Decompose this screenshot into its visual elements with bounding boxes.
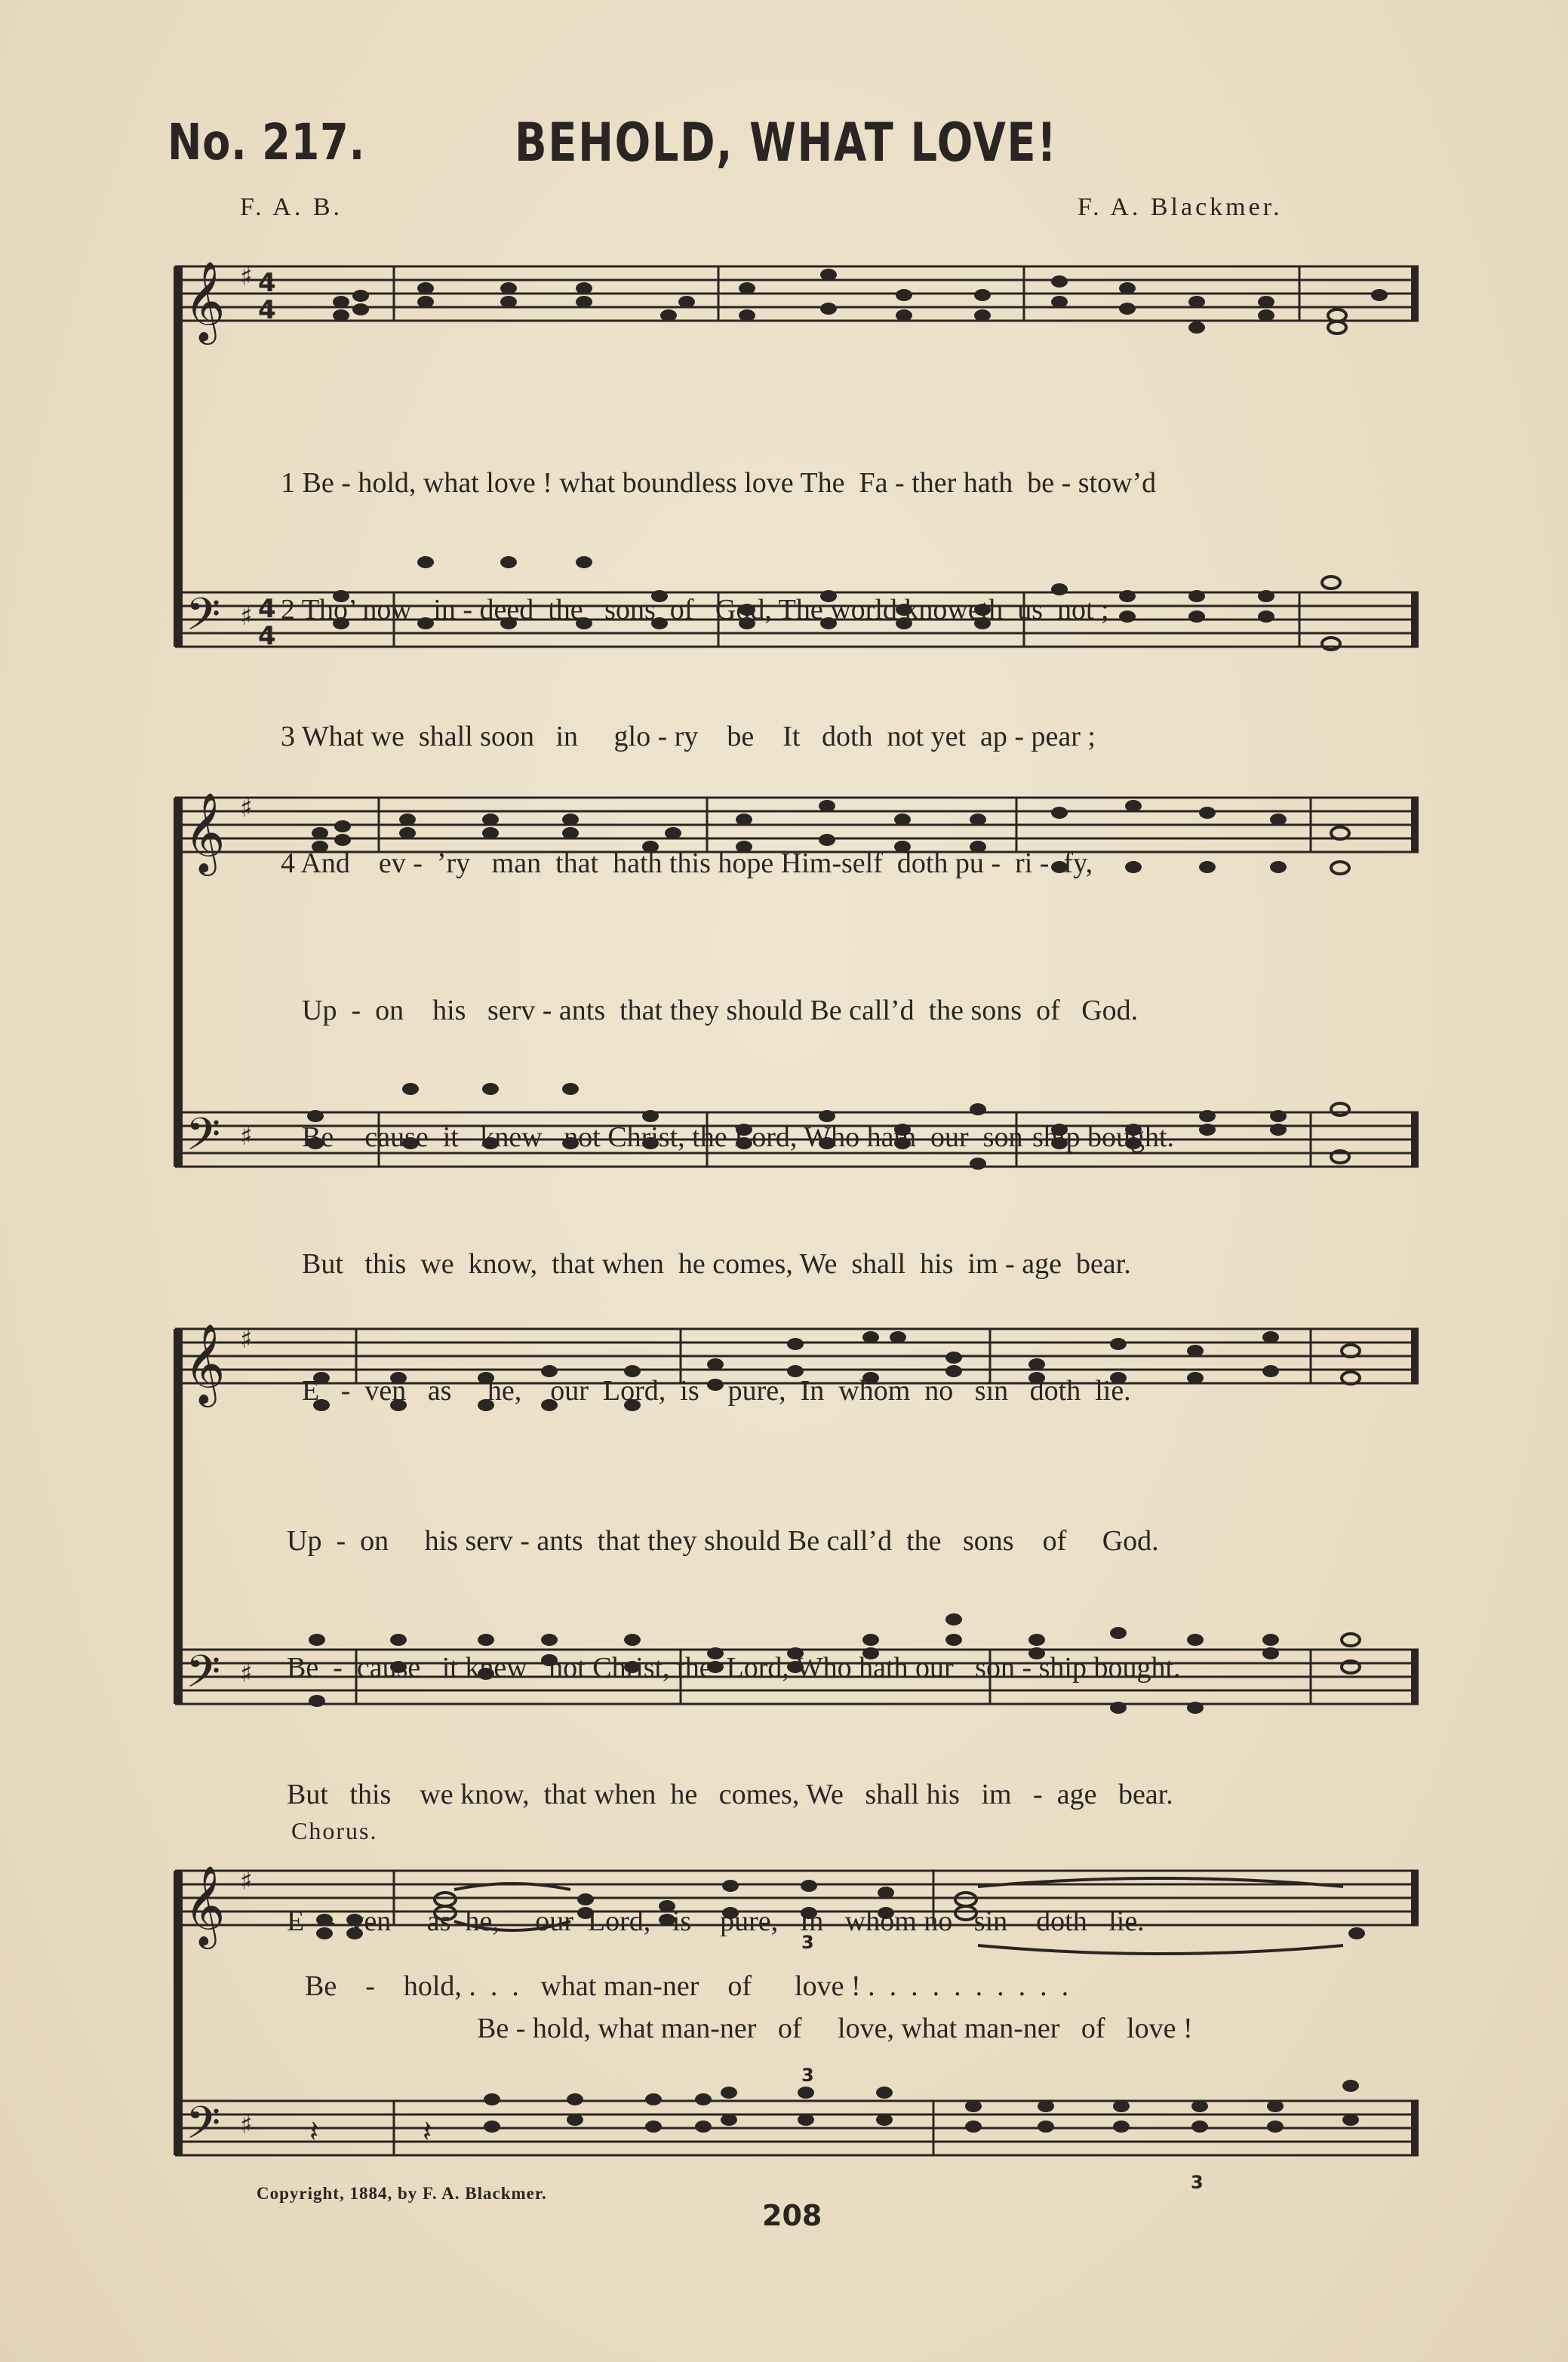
- quarter-rest-icon: 𝄽: [423, 2114, 432, 2149]
- verse-2-line-2: Be - cause it knew not Christ, the Lord, Who hath our son-ship bought.: [302, 1121, 1175, 1153]
- bass-clef-icon: 𝄢: [186, 2096, 221, 2160]
- time-signatures: [258, 268, 276, 651]
- sharp-icon: ♯: [240, 793, 253, 823]
- sharp-icon: ♯: [240, 1121, 253, 1152]
- page-number: 208: [762, 2199, 822, 2232]
- lyrics-block-line-2: [302, 905, 1174, 1454]
- treble-clef-icon: 𝄞: [184, 260, 226, 341]
- bass-clef-icon: 𝄢: [186, 588, 221, 651]
- system-4-bass-staff: [175, 2101, 1419, 2155]
- quarter-rest-icon: 𝄽: [309, 2114, 319, 2149]
- time-sig-top: 4: [258, 268, 276, 298]
- bass-clef-icon: 𝄢: [186, 1645, 221, 1708]
- hymn-number: No. 217.: [168, 113, 365, 171]
- verse-1-line-1: 1 Be - hold, what love ! what boundless love The Fa - ther hath be - stow’d: [281, 467, 1157, 499]
- verse-3-line-1: 3 What we shall soon in glo - ry be It doth not yet ap - pear ;: [281, 721, 1096, 752]
- verse-2-line-1: 2 Tho’ now in - deed the sons of God, The world knoweth us not ;: [281, 594, 1109, 626]
- verse-1-line-3: Up - on his serv - ants that they should Be call’d the sons of God.: [287, 1525, 1159, 1557]
- rests: [309, 2114, 432, 2149]
- copyright-notice: Copyright, 1884, by F. A. Blackmer.: [257, 2184, 547, 2203]
- verse-4-line-2: E - ven as he, our Lord, is pure, In whom no sin doth lie.: [302, 1375, 1131, 1407]
- bass-clef-icon: 𝄢: [186, 1108, 221, 1171]
- music-credit: F. A. Blackmer.: [1078, 193, 1283, 221]
- sharp-icon: ♯: [240, 2110, 253, 2140]
- verse-3-line-3: But this we know, that when he comes, We shall his im - age bear.: [287, 1779, 1173, 1810]
- chorus-label: Chorus.: [291, 1817, 378, 1844]
- words-credit: F. A. B.: [240, 193, 343, 221]
- sharp-icon: ♯: [240, 1866, 253, 1896]
- tuplet-mark: 3: [801, 1932, 814, 1953]
- lyrics-block-line-3: [287, 1435, 1181, 1985]
- time-sig-bottom: 4: [258, 295, 276, 325]
- tuplet-mark: 3: [1191, 2172, 1204, 2193]
- treble-clef-icon: 𝄞: [184, 1865, 226, 1945]
- sharp-icon: ♯: [240, 1659, 253, 1689]
- sharp-icon: ♯: [240, 1324, 253, 1355]
- verse-4-line-3: E - ven as he, our Lord, is pure, In whom no sin doth lie.: [287, 1905, 1145, 1937]
- verse-1-line-2: Up - on his serv - ants that they should Be call’d the sons of God.: [302, 995, 1139, 1026]
- clefs: [184, 260, 252, 2160]
- chorus-lyric-line-1: Be - hold, . . . what man-ner of love ! . . . . . . . . . .: [305, 1970, 1069, 2002]
- time-sig-bottom: 4: [258, 621, 276, 651]
- treble-clef-icon: 𝄞: [184, 1323, 226, 1404]
- verse-4-line-1: 4 And ev - ’ry man that hath this hope Him-self doth pu - ri - fy,: [281, 847, 1093, 879]
- tuplet-mark: 3: [801, 2065, 814, 2086]
- verse-3-line-2: But this we know, that when he comes, We shall his im - age bear.: [302, 1248, 1131, 1280]
- verse-2-line-3: Be - cause it knew not Christ, the Lord, Who hath our son - ship bought.: [287, 1652, 1181, 1684]
- chorus-lyric-line-2: Be - hold, what man-ner of love, what man-ner of love !: [477, 2013, 1193, 2044]
- lyrics-block-line-1: [281, 377, 1156, 927]
- sharp-icon: ♯: [240, 262, 253, 292]
- time-sig-top: 4: [258, 594, 276, 624]
- sharp-icon: ♯: [240, 601, 253, 632]
- treble-clef-icon: 𝄞: [184, 792, 226, 872]
- hymn-title: BEHOLD, WHAT LOVE!: [515, 112, 1058, 174]
